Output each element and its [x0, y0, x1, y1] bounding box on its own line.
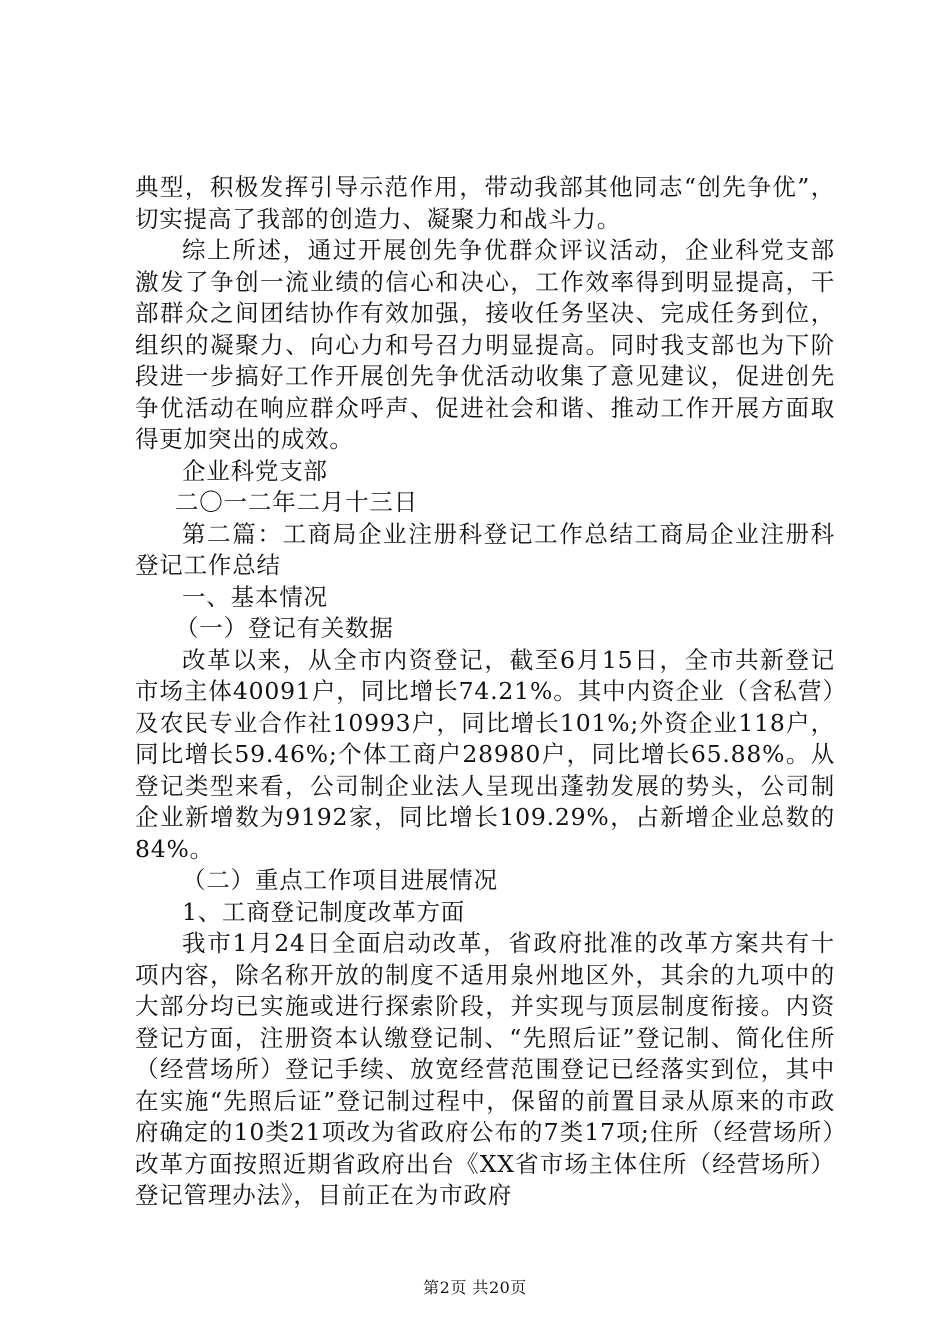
subheading-registration-data: （一）登记有关数据	[175, 614, 394, 642]
subheading-reform: 1、工商登记制度改革方面	[182, 897, 466, 926]
heading-basic-info: 一、基本情况	[182, 582, 328, 611]
page-footer: 第2页 共20页	[423, 1278, 527, 1297]
document-body	[135, 172, 835, 1212]
subheading-key-projects: （二）重点工作项目进展情况	[182, 866, 498, 894]
section-title: 第二篇：工商局企业注册科登记工作总结工商局企业注册科登记工作总结	[135, 519, 835, 579]
paragraph-1: 典型，积极发挥引导示范作用，带动我部其他同志“创先争优”，切实提高了我部的创造力、凝聚力和战斗力。	[135, 173, 835, 233]
paragraph-reform-details: 我市1月24日全面启动改革，省政府批准的改革方案共有十项内容，除名称开放的制度不适用泉州地区外，其余的九项中的大部分均已实施或进行探索阶段，并实现与顶层制度衔接。内资登记方面，注册资本认缴登记制、“先照后证”登记制、简化住所（经营场所）登记手续、放宽经营范围登记已经落实到位，其中在实施“先照后证”登记制过程中，保留的前置目录从原来的市政府确定的10类21项改为省政府公布的7类17项;住所（经营场所）改革方面按照近期省政府出台《XX省市场主体住所（经营场所）登记管理办法》，目前正在为市政府	[135, 929, 835, 1209]
paragraph-registration-stats: 改革以来，从全市内资登记，截至6月15日，全市共新登记市场主体40091户，同比增长74.21%。其中内资企业（含私营）及农民专业合作社10993户，同比增长101%;外资企业118户，同比增长59.46%;个体工商户28980户，同比增长65.88%。从登记类型来看，公司制企业法人呈现出蓬勃发展的势头，公司制企业新增数为9192家，同比增长109.29%，占新增企业总数的84%。	[135, 645, 835, 863]
paragraph-summary: 综上所述，通过开展创先争优群众评议活动，企业科党支部激发了争创一流业绩的信心和决心，工作效率得到明显提高，干部群众之间团结协作有效加强，接收任务坚决、完成任务到位，组织的凝聚力、向心力和号召力明显提高。同时我支部也为下阶段进一步搞好工作开展创先争优活动收集了意见建议，促进创先争优活动在响应群众呼声、促进社会和谐、推动工作开展方面取得更加突出的成效。	[135, 236, 835, 453]
signature-date: 二〇一二年二月十三日	[175, 488, 418, 516]
signature-org: 企业科党支部	[182, 456, 328, 485]
